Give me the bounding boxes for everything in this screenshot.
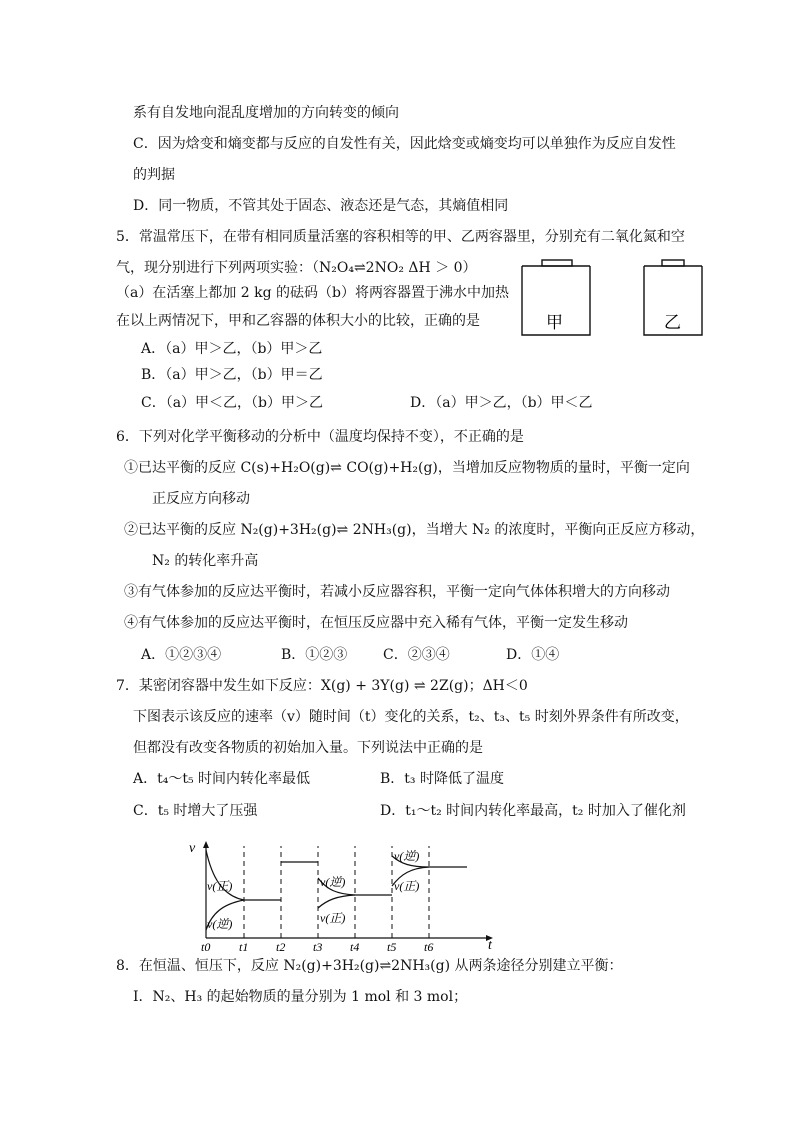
question-5-prompt: 在以上两情况下，甲和乙容器的体积大小的比较，正确的是 (116, 313, 480, 329)
tick-t1: t1 (239, 940, 249, 953)
question-6-item-2-cont: N₂ 的转化率升高 (152, 553, 259, 569)
tick-t6: t6 (424, 940, 434, 953)
question-5-stem: 5．常温常压下，在带有相同质量活塞的容积相等的甲、乙两容器里，分别充有二氧化氮和空 (116, 229, 685, 245)
question-6-option-c: C．②③④ (383, 647, 450, 663)
question-6-item-3: ③有气体参加的反应达平衡时，若减小反应器容积，平衡一定向气体体积增大的方向移动 (124, 584, 670, 600)
containers-figure (520, 258, 720, 338)
question-6-item-1-cont: 正反应方向移动 (152, 491, 250, 507)
v-axis-arrow (203, 841, 209, 848)
option-c-continuation: 的判据 (133, 167, 175, 183)
question-6-option-d: D．①④ (506, 647, 560, 663)
question-7-option-a: A．t₄～t₅ 时间内转化率最低 (133, 771, 311, 787)
label-reverse-3: v(逆) (320, 875, 346, 889)
question-6-option-b: B．①②③ (281, 647, 348, 663)
question-7-desc-2: 但都没有改变各物质的初始加入量。下列说法中正确的是 (133, 740, 483, 756)
question-6-item-1: ①已达平衡的反应 C(s)+H₂O(g)⇌ CO(g)+H₂(g)，当增加反应物物质的量时，平衡一定向 (124, 460, 690, 476)
question-7-stem: 7．某密闭容器中发生如下反应：X(g) + 3Y(g) ⇌ 2Z(g)；ΔH＜0 (116, 678, 528, 694)
question-7-desc-1: 下图表示该反应的速率（v）随时间（t）变化的关系，t₂、t₃、t₅ 时刻外界条件有所改变， (133, 709, 689, 725)
question-5-option-c: C．（a）甲＜乙，（b）甲＞乙 (141, 395, 324, 411)
t-axis-label: t (488, 938, 492, 953)
label-reverse-1: v(逆) (207, 917, 233, 931)
question-7-option-d: D．t₁～t₂ 时间内转化率最高，t₂ 时加入了催化剂 (380, 803, 686, 819)
container-jia-label: 甲 (546, 313, 563, 332)
tick-t2: t2 (276, 940, 286, 953)
question-8-stem: 8．在恒温、恒压下，反应 N₂(g)+3H₂(g)⇌2NH₃(g) 从两条途径分别建立平衡： (116, 958, 623, 974)
container-yi-label: 乙 (664, 313, 681, 332)
question-8-route-1: Ⅰ．N₂、H₃ 的起始物质的量分别为 1 mol 和 3 mol； (133, 989, 468, 1005)
option-d: D．同一物质，不管其处于固态、液态还是气态，其熵值相同 (133, 198, 509, 214)
question-6-item-2: ②已达平衡的反应 N₂(g)+3H₂(g)⇌ 2NH₃(g)，当增大 N₂ 的浓度时，平衡向正反应方移动， (124, 522, 705, 538)
question-7-option-b: B．t₃ 时降低了温度 (380, 771, 504, 787)
rate-time-graph (185, 838, 505, 953)
label-forward-5: v(正) (394, 879, 420, 893)
question-5-option-a: A．（a）甲＞乙，（b）甲＞乙 (141, 341, 323, 357)
question-6-stem: 6．下列对化学平衡移动的分析中（温度均保持不变），不正确的是 (116, 429, 524, 445)
tick-t0: t0 (201, 940, 211, 953)
question-5-option-b: B．（a）甲＞乙，（b）甲＝乙 (141, 367, 323, 383)
tick-t4: t4 (350, 940, 360, 953)
curve-forward-3 (318, 895, 355, 908)
question-5-equation: 气，现分别进行下列两项实验：（N₂O₄⇌2NO₂ ΔH ＞ 0） (116, 260, 477, 276)
label-reverse-5: v(逆) (394, 849, 420, 863)
question-6-item-4: ④有气体参加的反应达平衡时，在恒压反应器中充入稀有气体，平衡一定发生移动 (124, 615, 628, 631)
label-forward-1: v(正) (207, 879, 233, 893)
option-c: C．因为焓变和熵变都与反应的自发性有关，因此焓变或熵变均可以单独作为反应自发性 (133, 136, 676, 152)
v-axis-label: v (189, 841, 196, 856)
question-7-option-c: C．t₅ 时增大了压强 (133, 803, 258, 819)
tick-t5: t5 (387, 940, 397, 953)
option-b-continuation: 系有自发地向混乱度增加的方向转变的倾向 (133, 105, 399, 121)
question-5-option-d: D．（a）甲＞乙，（b）甲＜乙 (410, 395, 593, 411)
tick-t3: t3 (313, 940, 323, 953)
question-6-option-a: A．①②③④ (141, 647, 222, 663)
label-forward-3: v(正) (320, 911, 346, 925)
question-5-experiments: （a）在活塞上都加 2 kg 的砝码（b）将两容器置于沸水中加热 (116, 285, 510, 301)
